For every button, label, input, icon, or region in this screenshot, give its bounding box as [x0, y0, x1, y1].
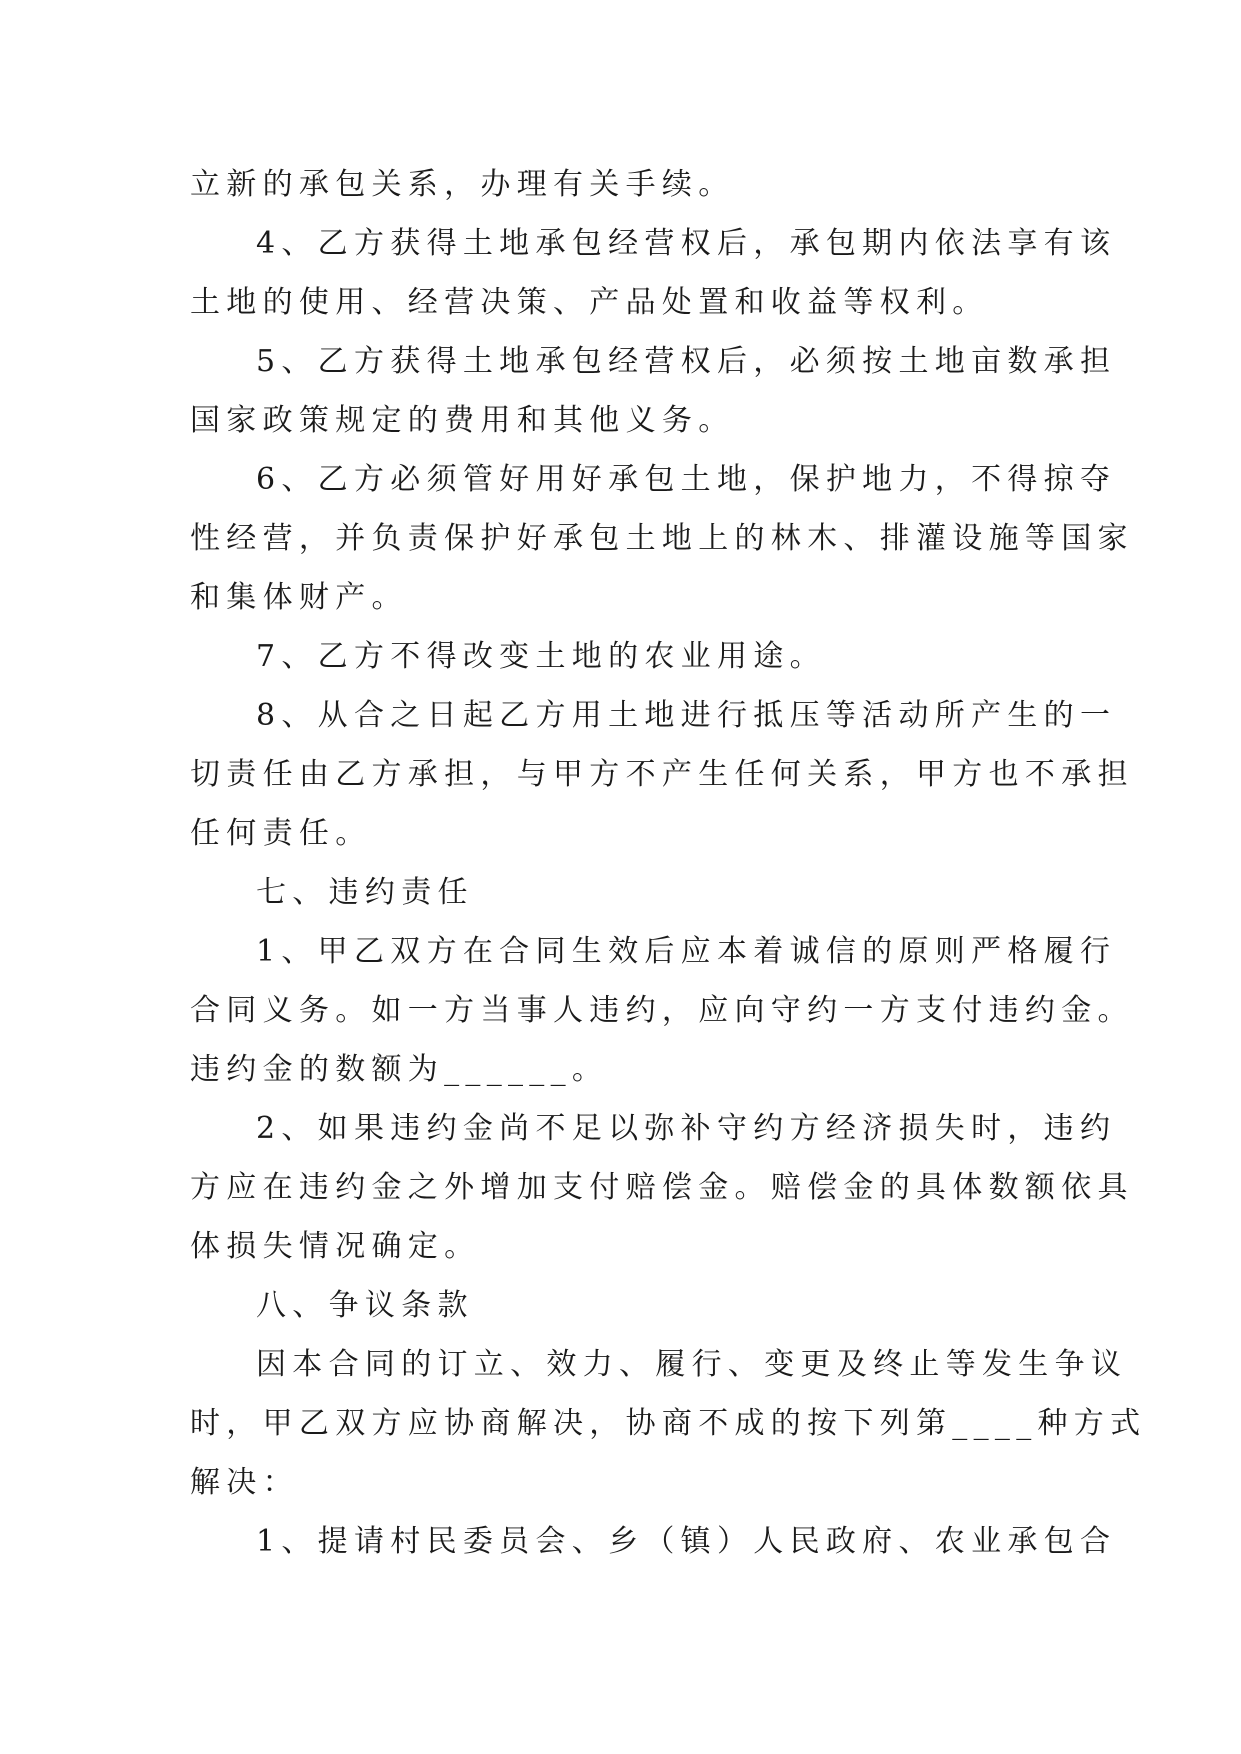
paragraph	[190, 1335, 1147, 1512]
text-line: 切责任由乙方承担，与甲方不产生任何关系，甲方也不承担	[190, 757, 1134, 792]
text-line: 任何责任。	[190, 816, 372, 851]
text-line: 方应在违约金之外增加支付赔偿金。赔偿金的具体数额依具	[190, 1170, 1134, 1205]
text-line: 八、争议条款	[256, 1288, 474, 1323]
text-line: 性经营，并负责保护好承包土地上的林木、排灌设施等国家	[190, 521, 1134, 556]
paragraph	[190, 450, 1134, 627]
paragraph	[190, 1276, 1060, 1335]
text-line: 七、违约责任	[256, 875, 474, 910]
paragraph	[190, 1099, 1134, 1276]
paragraph	[190, 686, 1134, 863]
text-line: 1、提请村民委员会、乡（镇）人民政府、农业承包合	[256, 1524, 1117, 1559]
text-line: 8、从合之日起乙方用土地进行抵压等活动所产生的一	[256, 698, 1117, 733]
text-line: 土地的使用、经营决策、产品处置和收益等权利。	[190, 285, 989, 320]
document-body	[190, 155, 1147, 1571]
text-line: 因本合同的订立、效力、履行、变更及终止等发生争议	[256, 1347, 1128, 1382]
paragraph	[190, 627, 1060, 686]
text-line: 解决：	[190, 1465, 299, 1500]
paragraph	[190, 214, 1117, 332]
text-line: 违约金的数额为______。	[190, 1052, 609, 1087]
paragraph	[190, 332, 1117, 450]
text-line: 6、乙方必须管好用好承包土地，保护地力，不得掠夺	[256, 462, 1117, 497]
text-line: 合同义务。如一方当事人违约，应向守约一方支付违约金。	[190, 993, 1134, 1028]
text-line: 5、乙方获得土地承包经营权后，必须按土地亩数承担	[256, 344, 1117, 379]
text-line: 4、乙方获得土地承包经营权后，承包期内依法享有该	[256, 226, 1117, 261]
text-line: 体损失情况确定。	[190, 1229, 481, 1264]
text-line: 时，甲乙双方应协商解决，协商不成的按下列第____种方式	[190, 1406, 1147, 1441]
paragraph	[190, 922, 1134, 1099]
paragraph	[190, 1512, 1117, 1571]
paragraph	[190, 863, 1060, 922]
text-line: 2、如果违约金尚不足以弥补守约方经济损失时，违约	[256, 1111, 1117, 1146]
text-line: 1、甲乙双方在合同生效后应本着诚信的原则严格履行	[256, 934, 1117, 969]
text-line: 立新的承包关系，办理有关手续。	[190, 167, 735, 202]
text-line: 和集体财产。	[190, 580, 408, 615]
text-line: 国家政策规定的费用和其他义务。	[190, 403, 735, 438]
paragraph	[190, 155, 1060, 214]
text-line: 7、乙方不得改变土地的农业用途。	[256, 639, 826, 674]
